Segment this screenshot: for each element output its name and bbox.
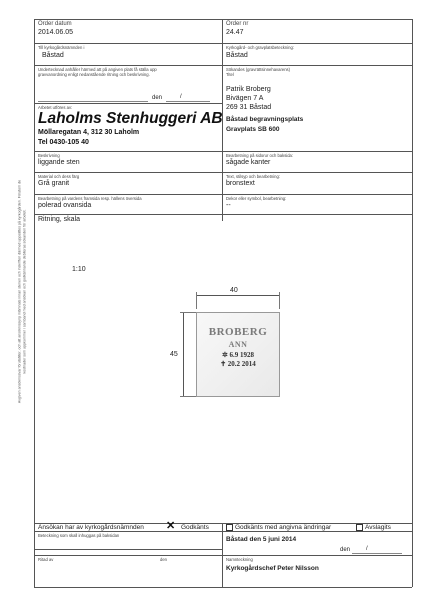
- declaration-line1: Undertecknad anhåller härmed att på angiven plats få ställa upp: [38, 67, 157, 72]
- namn-label: Namnteckning: [226, 557, 253, 562]
- frame-left: [34, 19, 35, 587]
- row-line: [34, 172, 412, 173]
- order-nr-value: 24.47: [226, 29, 244, 36]
- dimension-tick: [279, 292, 280, 309]
- text-value: bronstext: [226, 180, 255, 187]
- approved-label: Godkänts: [181, 524, 209, 531]
- ritning-label: Ritning, skala: [38, 216, 81, 223]
- company-name: Laholms Stenhuggeri AB: [38, 110, 223, 127]
- dimension-tick: [180, 312, 196, 313]
- stone-firstname: ANN: [228, 340, 248, 349]
- company-address: Möllaregatan 4, 312 30 Laholm: [38, 129, 140, 136]
- dimension-tick: [180, 396, 196, 397]
- company-phone: Tel 0430-105 40: [38, 139, 89, 146]
- approval-text: Ansökan har av kyrkogårdsnämnden: [38, 524, 144, 531]
- declaration-line2: gravvanordning enligt nedanstående ritning och beskrivning.: [38, 72, 150, 77]
- front-label: Bearbetning på vardens framsida resp. hällens översida: [38, 196, 142, 201]
- drawing-scale: 1:10: [72, 266, 86, 273]
- width-dimension-line: [196, 295, 279, 296]
- date-line: [352, 553, 402, 554]
- signed-place-date: Båstad den 5 juni 2014: [226, 536, 297, 543]
- applicant-street: Bivägen 7 A: [226, 95, 264, 102]
- order-date-label: Order datum: [38, 21, 72, 27]
- approved-with-changes-option[interactable]: [226, 524, 331, 531]
- row-line: [34, 214, 412, 215]
- row-line: [34, 549, 222, 550]
- applicant-label: Sökandes (gravrättsinnehavarens): [226, 67, 291, 72]
- order-nr-label: Order nr: [226, 21, 249, 27]
- frame-top: [34, 19, 412, 20]
- dekor-value: --: [226, 202, 231, 209]
- sidor-value: sågade kanter: [226, 159, 271, 166]
- row-line: [34, 151, 412, 152]
- work-label: Arbetet utföres av:: [38, 105, 73, 110]
- material-value: Grå granit: [38, 180, 70, 187]
- rejected-option[interactable]: [356, 524, 391, 531]
- stone-died: ✝ 20.2 2014: [220, 360, 256, 368]
- row-line: [34, 194, 412, 195]
- row-line: [34, 43, 412, 44]
- approval-den: den: [340, 547, 351, 553]
- frame-right: [412, 19, 413, 587]
- row-line: [34, 555, 412, 556]
- date-line: [166, 101, 210, 102]
- dekor-label: Dekor eller symbol, bearbetning:: [226, 196, 287, 201]
- checkbox-icon[interactable]: [226, 524, 233, 531]
- cemetery-label: Kyrkogård- och gravplatsbeteckning:: [226, 45, 294, 50]
- namn-value: Kyrkogårdschef Peter Nilsson: [226, 565, 319, 572]
- order-date-value: 2014.06.05: [38, 29, 74, 36]
- beskrivning-label: Beskrivning: [38, 153, 60, 158]
- stone-surname: BROBERG: [208, 326, 268, 338]
- note-label: Beteckning som skall inhuggas på baksidan: [38, 533, 120, 538]
- text-label: Text, stilsyp och bearbetning:: [226, 174, 281, 179]
- height-dimension: 45: [170, 351, 178, 358]
- applicant-name: Patrik Broberg: [226, 86, 271, 93]
- dimension-tick: [196, 292, 197, 309]
- ritad-den-label: den: [160, 557, 167, 562]
- parish-label: Till kyrkogårdsnämnden i: [38, 45, 85, 50]
- signature-line: [38, 101, 148, 102]
- material-label: Material och dess färg: [38, 174, 80, 179]
- applicant-city: 269 31 Båstad: [226, 104, 272, 111]
- frame-bottom: [34, 587, 412, 588]
- approved-with-changes-label: Godkänts med angivna ändringar: [235, 524, 332, 532]
- rejected-label: Avslagits: [365, 524, 391, 532]
- approved-check-icon[interactable]: ✕: [166, 520, 176, 532]
- row-line: [34, 103, 222, 104]
- front-value: polerad ovansida: [38, 202, 92, 209]
- declaration-slash: /: [180, 94, 182, 100]
- beskrivning-value: liggande sten: [38, 159, 80, 166]
- stone-drawing: [196, 312, 280, 397]
- declaration-den: den: [152, 95, 163, 101]
- approval-slash: /: [366, 546, 368, 552]
- checkbox-icon[interactable]: [356, 524, 363, 531]
- applicant-title-label: Titel: [226, 72, 234, 77]
- height-dimension-line: [183, 312, 184, 396]
- width-dimension: 40: [230, 287, 238, 294]
- ritad-av-label: Ritad av: [38, 557, 54, 562]
- stamp-plot: Gravplats SB 600: [226, 126, 280, 133]
- sidor-label: Bearbetning på sidorur och baksida:: [226, 153, 294, 158]
- parish-value: Båstad: [42, 52, 64, 59]
- stone-born: ✲ 6.9 1928: [221, 351, 255, 359]
- cemetery-value: Båstad: [226, 52, 248, 59]
- stamp-cemetery: Båstad begravningsplats: [226, 116, 304, 123]
- sidebar-note: Avgiven ansöknissvar förutsätter, och att ansöknissynp inlämnats innan stenen och inskriften därmed uppsättes på kyrkogården. Förutom de kostnader som uppkommer i samband med ansökan och godkännande debiteras sökanden för arbetet.: [17, 179, 26, 404]
- row-line: [34, 65, 412, 66]
